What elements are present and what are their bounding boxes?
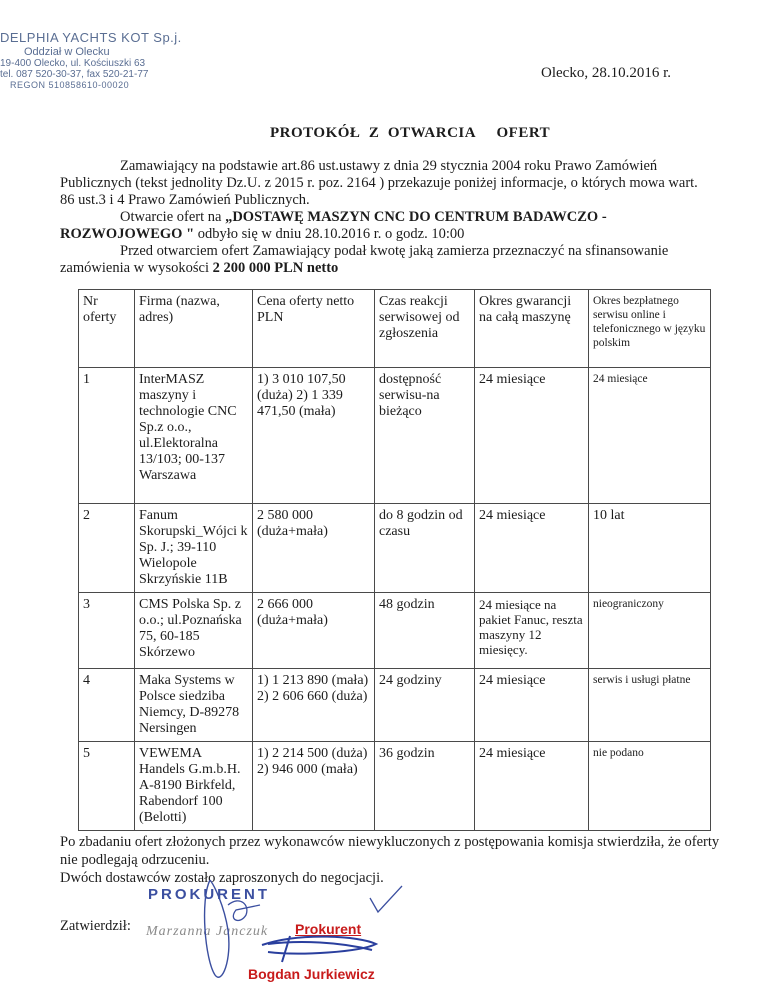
cell-nr: 5 [79,742,135,831]
cell-serwis: 10 lat [589,504,711,593]
prokurent-stamp: PROKURENT [148,886,271,903]
cell-firma: Maka Systems w Polsce siedziba Niemcy, D-89278 Nersingen [135,669,253,742]
cell-gwarancja: 24 miesiące [475,504,589,593]
table-header-row [79,290,711,368]
stamp-phone: tel. 087 520-30-37, fax 520-21-77 [0,69,149,80]
offers-table [78,289,711,831]
cell-cena: 2 666 000 (duża+mała) [253,593,375,669]
cell-nr: 4 [79,669,135,742]
cell-firma: InterMASZ maszyny i technologie CNC Sp.z o.o., ul.Elektoralna 13/103; 00-137 Warszawa [135,368,253,504]
cell-serwis: nieograniczony [589,593,711,669]
cell-cena: 1) 3 010 107,50 (duża) 2) 1 339 471,50 (mała) [253,368,375,504]
conclusion-paragraph-1: Po zbadaniu ofert złożonych przez wykonawców niewykluczonych z postępowania komisja stwierdziła, że oferty nie podlegają odrzuceniu. [60,834,720,868]
intro-section [60,158,710,277]
intro-p2-prefix: Otwarcie ofert na [120,209,226,225]
cell-serwis: serwis i usługi płatne [589,669,711,742]
cell-cena: 1) 2 214 500 (duża) 2) 946 000 (mała) [253,742,375,831]
cell-gwarancja: 24 miesiące [475,669,589,742]
signature-stamp-title: Prokurent [295,921,362,937]
conclusion-paragraph-2: Dwóch dostawców zostało zaproszonych do negocjacji. [60,870,384,886]
cell-czas: 36 godzin [375,742,475,831]
cell-nr: 3 [79,593,135,669]
table-row [79,593,711,669]
intro-paragraph-3 [60,243,710,277]
table-row [79,669,711,742]
table-row [79,742,711,831]
cell-czas: 48 godzin [375,593,475,669]
stamp-branch: Oddział w Olecku [24,46,110,58]
intro-p3-prefix: Przed otwarciem ofert Zamawiający podał kwotę jaką zamierza przeznaczyć na sfinansowanie zamówienia w wysokości [60,243,669,276]
header-serwis: Okres bezpłatnego serwisu online i telefonicznego w języku polskim [589,290,711,368]
approved-label: Zatwierdził: [60,918,131,934]
checkmark-signature [370,886,402,912]
cell-firma: VEWEMA Handels G.m.b.H. A-8190 Birkfeld, Rabendorf 100 (Belotti) [135,742,253,831]
stamp-address: 19-400 Olecko, ul. Kościuszki 63 [0,58,146,69]
cell-cena: 2 580 000 (duża+mała) [253,504,375,593]
table-row [79,368,711,504]
document-date: Olecko, 28.10.2016 r. [541,65,671,81]
cell-cena: 1) 1 213 890 (mała) 2) 2 606 660 (duża) [253,669,375,742]
cell-czas: do 8 godzin od czasu [375,504,475,593]
intro-paragraph-1: Zamawiający na podstawie art.86 ust.ustawy z dnia 29 stycznia 2004 roku Prawo Zamówień Publicznych (tekst jednolity Dz.U. z 2015 r. poz. 2164 ) przekazuje poniżej informacje, o których mowa wart. 86 ust.3 i 4 Prawo Zamówień Publicznych. [60,158,698,208]
document-title: PROTOKÓŁ Z OTWARCIA OFERT [270,125,551,141]
header-firma: Firma (nazwa, adres) [135,290,253,368]
signature-stamp-name: Bogdan Jurkiewicz [248,966,375,982]
conclusion-section [60,833,720,887]
header-nr: Nr oferty [79,290,135,368]
cell-nr: 1 [79,368,135,504]
cell-czas: dostępność serwisu-na bieżąco [375,368,475,504]
table-row [79,504,711,593]
cell-nr: 2 [79,504,135,593]
stamp-regon: REGON 510858610-00020 [10,80,130,90]
cell-firma: CMS Polska Sp. z o.o.; ul.Poznańska 75, 60-185 Skórzewo [135,593,253,669]
intro-p2-suffix: odbyło się w dniu 28.10.2016 r. o godz. 10:00 [194,226,465,242]
cell-gwarancja: 24 miesiące [475,368,589,504]
cell-gwarancja: 24 miesiące na pakiet Fanuc, reszta maszyny 12 miesięcy. [475,593,589,669]
header-gwarancja: Okres gwarancji na całą maszynę [475,290,589,368]
signature-scribble-2 [228,901,260,921]
intro-paragraph-2 [60,209,710,243]
header-czas: Czas reakcji serwisowej od zgłoszenia [375,290,475,368]
printed-name: Marzanna Janczuk [146,924,269,939]
budget-amount: 2 200 000 PLN netto [212,260,339,276]
cell-serwis: nie podano [589,742,711,831]
cell-serwis: 24 miesiące [589,368,711,504]
cell-czas: 24 godziny [375,669,475,742]
red-signature-scribble [262,936,376,962]
stamp-company-name: DELPHIA YACHTS KOT Sp.j. [0,30,182,45]
tender-subject: „DOSTAWĘ MASZYN CNC DO CENTRUM BADAWCZO - ROZWOJOWEGO " [60,209,607,242]
header-cena: Cena oferty netto PLN [253,290,375,368]
cell-gwarancja: 24 miesiące [475,742,589,831]
cell-firma: Fanum Skorupski_Wójci k Sp. J.; 39-110 Wielopole Skrzyńskie 11B [135,504,253,593]
company-stamp [0,30,280,91]
